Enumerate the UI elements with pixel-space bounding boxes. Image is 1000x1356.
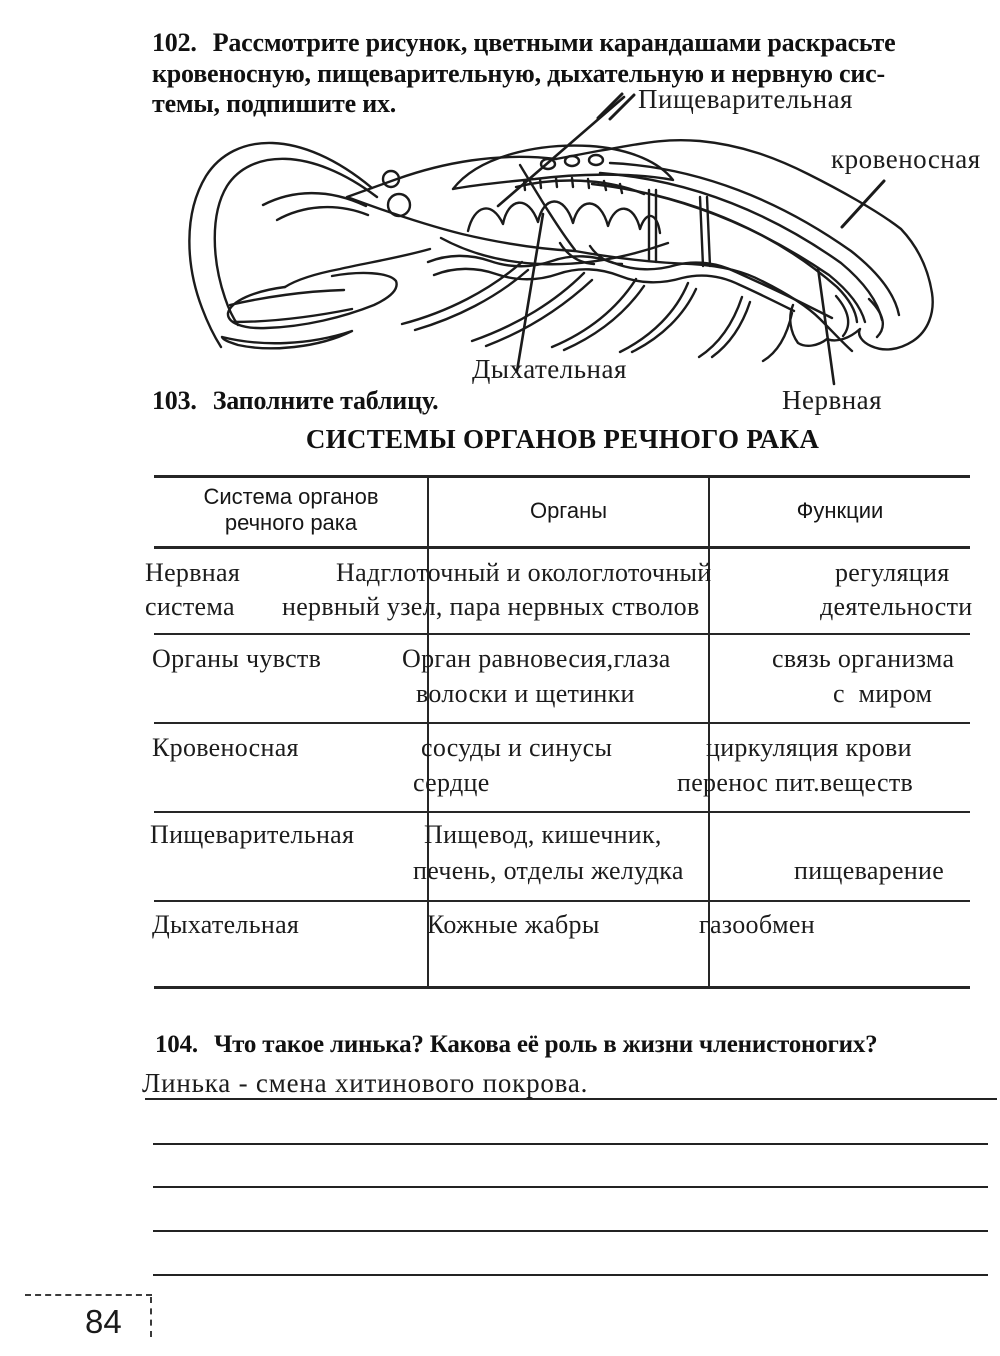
task-104-line: [155, 1031, 877, 1059]
table-border-bottom: [154, 986, 970, 989]
respiratory-leader-line: [517, 214, 543, 371]
label-nervous-system: Нервная: [782, 385, 883, 415]
task-104-number: 104.: [155, 1031, 198, 1058]
task-102-line2: кровеносную, пищеварительную, дыхательную и нервную сис-: [152, 59, 885, 88]
table-title: СИСТЕМЫ ОРГАНОВ РЕЧНОГО РАКА: [305, 424, 820, 454]
cell-nervous-system-l1: Нервная: [145, 558, 241, 587]
table-row-separator-3: [154, 811, 970, 813]
cell-respiratory-system: Дыхательная: [152, 910, 300, 939]
page-number: 84: [85, 1303, 122, 1340]
table-header-col1-line2: речного рака: [224, 510, 358, 535]
task-104-answer: Линька - смена хитинового покрова.: [142, 1068, 589, 1098]
cell-circulatory-function-l1: циркуляция крови: [706, 733, 912, 762]
cell-circulatory-organs-l2: сердце: [413, 768, 490, 797]
cell-senses-system: Органы чувств: [152, 644, 322, 673]
cell-circulatory-function-l2: перенос пит.веществ: [677, 768, 914, 797]
label-digestive-system: Пищеварительная: [638, 84, 853, 114]
cell-nervous-organs-l2: нервный узел, пара нервных стволов: [282, 592, 700, 621]
cell-senses-organs-l2: волоски и щетинки: [416, 679, 635, 708]
cell-nervous-function-l2: деятельности: [820, 592, 973, 621]
stomach-outline: [453, 146, 673, 189]
task-102-text1: Рассмотрите рисунок, цветными карандашами раскрасьте: [212, 28, 896, 57]
answer-ruled-line-2: [153, 1143, 988, 1145]
table-row-separator-1: [154, 633, 970, 635]
cell-senses-function-l1: связь организма: [772, 644, 955, 673]
footer-divider: [25, 1294, 152, 1296]
answer-ruled-line-5: [153, 1274, 988, 1276]
cell-respiratory-function: газообмен: [699, 910, 815, 939]
claw: [285, 249, 430, 287]
cell-digestive-organs-l1: Пищевод, кишечник,: [424, 820, 662, 849]
table-header-col2: Органы: [529, 498, 608, 523]
cell-respiratory-organs: Кожные жабры: [427, 910, 600, 939]
table-header-col3: Функции: [796, 498, 884, 523]
task-104-text: Что такое линька? Какова её роль в жизни членистоногих?: [213, 1031, 878, 1058]
label-circulatory-system: кровеносная: [831, 144, 981, 174]
footer-divider-vertical: [150, 1297, 152, 1337]
answer-ruled-line-4: [153, 1230, 988, 1232]
cell-circulatory-system: Кровеносная: [152, 733, 299, 762]
table-row-separator-2: [154, 722, 970, 724]
cell-digestive-organs-l2: печень, отделы желудка: [413, 856, 684, 885]
cell-digestive-function: пищеварение: [794, 856, 945, 885]
cell-nervous-system-l2: система: [145, 592, 235, 621]
task-103-line: [152, 386, 438, 416]
table-border-top: [154, 475, 970, 478]
cell-nervous-organs-l1: Надглоточный и окологлоточный: [336, 558, 712, 587]
nervous-leader-line: [818, 268, 834, 384]
antenna-icon: [189, 143, 372, 347]
table-header-col1-line1: Система органов: [203, 484, 379, 509]
label-respiratory-system: Дыхательная: [472, 354, 627, 384]
task-103-number: 103.: [152, 386, 197, 415]
cell-circulatory-organs-l1: сосуды и синусы: [421, 733, 613, 762]
task-102-number: 102.: [152, 28, 197, 57]
task-103-text: Заполните таблицу.: [212, 386, 439, 415]
task-102-line3: темы, подпишите их.: [152, 89, 397, 118]
walking-legs: [402, 262, 528, 330]
answer-ruled-line-1: [145, 1098, 997, 1100]
cell-digestive-system: Пищеварительная: [150, 820, 355, 849]
cell-senses-organs-l1: Орган равновесия,глаза: [402, 644, 671, 673]
answer-ruled-line-3: [153, 1186, 988, 1188]
circulatory-leader-line: [842, 181, 884, 227]
cell-nervous-function-l1: регуляция: [835, 558, 950, 587]
table-row-separator-4: [154, 900, 970, 902]
cell-senses-function-l2: с миром: [833, 679, 933, 708]
table-header-separator: [154, 546, 970, 549]
